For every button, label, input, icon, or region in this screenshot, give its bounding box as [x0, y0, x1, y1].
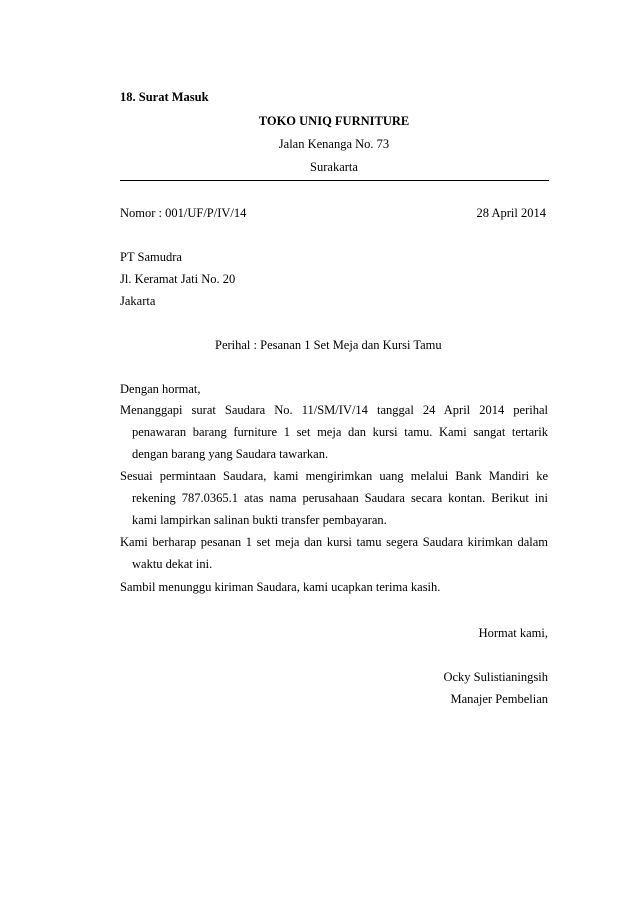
company-city: Surakarta	[310, 160, 358, 174]
signoff: Hormat kami,	[478, 626, 548, 640]
greeting: Dengan hormat,	[120, 382, 201, 396]
company-address: Jalan Kenanga No. 73	[278, 137, 390, 151]
paragraph-line: rekening 787.0365.1 atas nama perusahaan Saudara secara kontan. Berikut ini	[132, 491, 548, 505]
paragraph-line: waktu dekat ini.	[132, 557, 213, 571]
letter-number: Nomor : 001/UF/P/IV/14	[120, 206, 247, 220]
recipient-city: Jakarta	[120, 294, 156, 308]
recipient-name: PT Samudra	[120, 250, 182, 264]
body-paragraph-2	[120, 465, 548, 531]
signer-name: Ocky Sulistianingsih	[443, 670, 548, 684]
letter-page	[120, 0, 548, 903]
letter-subject: Perihal : Pesanan 1 Set Meja dan Kursi Tamu	[215, 338, 442, 352]
paragraph-line: Menanggapi surat Saudara No. 11/SM/IV/14 tanggal 24 April 2014 perihal	[120, 403, 548, 417]
paragraph-line: Sesuai permintaan Saudara, kami mengirimkan uang melalui Bank Mandiri ke	[120, 469, 548, 483]
signer-title: Manajer Pembelian	[450, 692, 548, 706]
paragraph-line: Kami berharap pesanan 1 set meja dan kursi tamu segera Saudara kirimkan dalam	[120, 535, 548, 549]
paragraph-line: kami lampirkan salinan bukti transfer pembayaran.	[132, 513, 387, 527]
recipient-street: Jl. Keramat Jati No. 20	[120, 272, 236, 286]
letterhead-divider	[120, 180, 549, 181]
letter-date: 28 April 2014	[476, 206, 546, 220]
section-heading: 18. Surat Masuk	[120, 90, 209, 104]
company-name: TOKO UNIQ FURNITURE	[258, 114, 410, 128]
body-paragraph-3	[120, 531, 548, 575]
paragraph-line: dengan barang yang Saudara tawarkan.	[132, 447, 329, 461]
letter-meta-row	[120, 206, 548, 221]
paragraph-line: penawaran barang furniture 1 set meja dan kursi tamu. Kami sangat tertarik	[132, 425, 548, 439]
body-paragraph-1	[120, 399, 548, 465]
closing-line: Sambil menunggu kiriman Saudara, kami ucapkan terima kasih.	[120, 580, 441, 594]
